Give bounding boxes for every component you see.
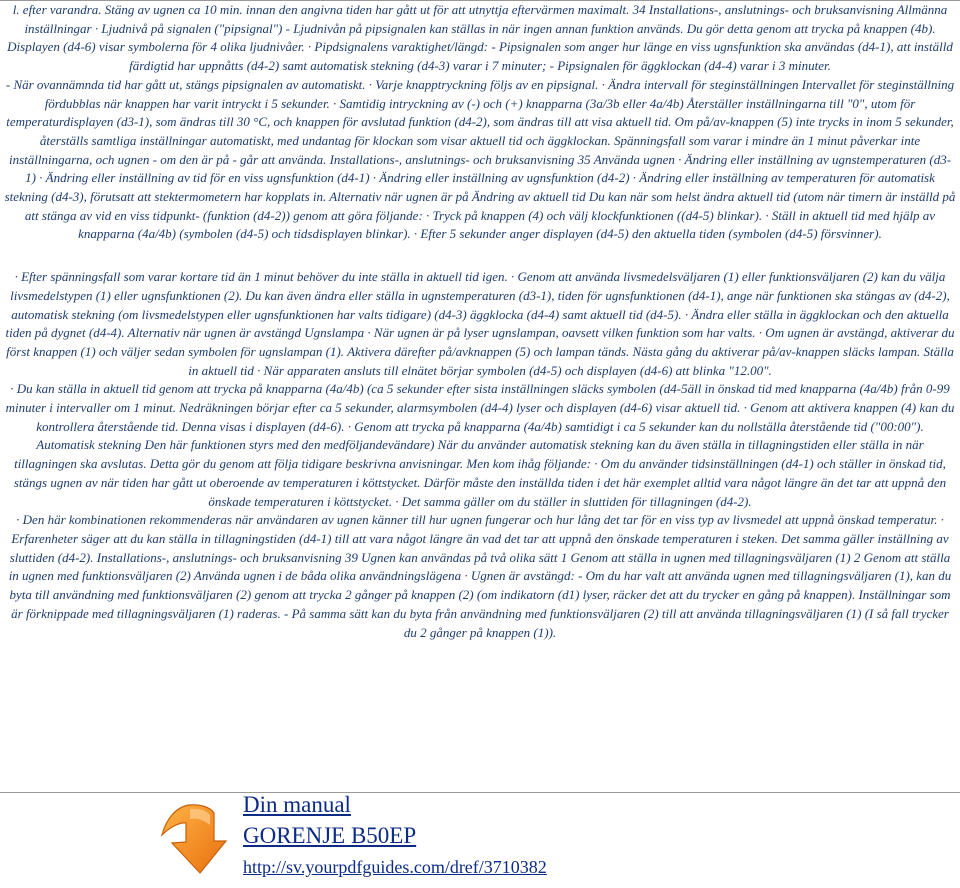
url-link[interactable]: http://sv.yourpdfguides.com/dref/3710382 [243,857,547,877]
manual-paragraph-1: l. efter varandra. Stäng av ugnen ca 10 min. innan den angivna tiden har gått ut för att utnyttja eftervärmen maximalt. 34 Installations-, anslutnings- och bruksanvisning Allmänna inställningar · Ljudnivå på signalen ("pipsignal") - Ljudnivån på pipsignalen kan ställas in när ingen annan funktion används. Du gör detta genom att trycka på knappen (4b). Displayen (d4-6) visar symbolerna för 4 olika ljudnivåer. · Pipdsignalens varaktighet/längd: - Pipsignalen som anger hur länge en viss ugnsfunktion ska användas (d4-1), att inställd färdigtid har uppnåtts (d4-2) samt automatisk stekning (d4-3) varar i 7 minuter; - Pipsignalen för äggklockan (d4-4) varar i 3 minuter. [7,2,953,74]
product-link[interactable]: GORENJE B50EP [243,823,417,848]
manual-link[interactable]: Din manual [243,792,351,817]
footer [0,793,960,888]
manual-paragraph-2: - När ovannämnda tid har gått ut, stängs pipsignalen av automatiskt. · Varje knapptryckning följs av en pipsignal. · Ändra intervall för steginställningen Intervallet för steginställning fördubblas när knappen har varit intryckt i 5 sekunder. · Samtidig intryckning av (-) och (+) knapparna (3a/3b eller 4a/4b) Återställer inställningarna till "0", utom för temperaturdisplayen (d3-1), som ändras till 30 °C, och knappen för avslutad funktion (d4-2), som ändras till att visa aktuell tid. Om på/av-knappen (5) inte trycks in inom 5 sekunder, återställs samtliga inställningar automatiskt, med undantag för klockan som visar aktuell tid och äggklockan. Spänningsfall som varar i mindre än 1 minut påverkar inte inställningarna, och ugnen - om den är på - går att använda. Installations-, anslutnings- och bruksanvisning 35 Använda ugnen · Ändring eller inställning av ugnstemperaturen (d3-1) · Ändring eller inställning av tid för en viss ugnsfunktion (d4-1) · Ändring eller inställning av ugnsfunktion (d4-2) · Ändring eller inställning av temperaturen för automatisk stekning (d4-3), förutsatt att stektermometern har kopplats in. Alternativ när ugnen är på Ändring av aktuell tid Du kan när som helst ändra aktuell tid (utom när timern är inställd på att stänga av vid en viss tidpunkt- (funktion (d4-2)) genom att göra följande: · Tryck på knappen (4) och välj klockfunktionen ((d4-5) blinkar). · Ställ in aktuell tid med hjälp av knapparna (4a/4b) (symbolen (d4-5) och tidsdisplayen blinkar). · Efter 5 sekunder anger displayen (d4-5) den aktuella tiden (symbolen (d4-5) försvinner). [4,76,956,242]
paragraph-spacer [4,244,956,268]
manual-paragraph-5: Automatisk stekning Den här funktionen styrs med den medföljandevändare) När du använder automatisk stekning kan du även ställa in tillagningstiden eller ställa in när tillagningen ska avslutas. Detta gör du genom att följa tidigare beskrivna anvisningar. Men kom ihåg följande: · Om du använder tidsinställningen (d4-1) och ställer in önskad tid, stängs ugnen av när tiden har gått ut oberoende av temperaturen i köttstycket. Därför måste den inställda tiden i det här exemplet alltid vara något längre än det tar att uppnå den önskade temperaturen i köttstycket. · Det samma gäller om du ställer in sluttiden för tillagningen (d4-2). [13,437,947,509]
orange-download-arrow-icon [156,801,232,879]
footer-links [243,793,547,878]
manual-paragraph-6: · Den här kombinationen rekommenderas när användaren av ugnen känner till hur ugnen fungerar och hur lång det tar för en viss typ av livsmedel att uppnå önskad temperatur. · Erfarenheter säger att du kan ställa in tillagningstiden (d4-1) till att vara något längre än vad det tar att uppnå den önskade temperaturen i steken. Det samma gäller inställning av sluttiden (d4-2). Installations-, anslutnings- och bruksanvisning 39 Ugnen kan användas på två olika sätt 1 Genom att ställa in ugnen med tillagningsväljaren (1) 2 Genom att ställa in ugnen med funktionsväljaren (2) Använda ugnen i de båda olika användningslägena · Ugnen är avstängd: - Om du har valt att använda ugnen med tillagningsväljaren (1), kan du byta till användning med funktionsväljaren (2) genom att trycka 2 gånger på knappen (2) (om indikatorn (d1) lyser, räcker det att du trycker en gång på knappen). Inställningar som är förknippade med tillagningsväljaren (1) raderas. - På samma sätt kan du byta från användning med funktionsväljaren (2) till att använda tillagningsväljaren (1) (I så fall trycker du 2 gånger på knappen (1)). [8,512,952,640]
manual-paragraph-4: · Du kan ställa in aktuell tid genom att trycka på knapparna (4a/4b) (ca 5 sekunder efter sista inställningen släcks symbolen (d4-5äll in önskad tid med knapparna (4a/4b) från 0-99 minuter i intervaller om 1 minut. Nedräkningen börjar efter ca 5 sekunder, alarmsymbolen (d4-4) lyser och displayen (d4-6) visar aktuell tid. · Genom att aktivera knappen (4) kan du kontrollera återstående tid. Denna visas i displayen (d4-6). · Genom att trycka på knapparna (4a/4b) samtidigt i ca 5 sekunder kan du nollställa återstående tid ("00:00"). [5,381,955,434]
manual-paragraph-3: · Efter spänningsfall som varar kortare tid än 1 minut behöver du inte ställa in aktuell tid igen. · Genom att använda livsmedelsväljaren (1) eller funktionsväljaren (2) kan du välja livsmedelstypen (1) eller ugnsfunktionen (2). Du kan även ändra eller ställa in ugnstemperaturen (d3-1), tiden för ugnsfunktionen (d4-1), ange när funktionen ska stängas av (d4-2), automatisk stekning (om livsmedelstypen eller ugnsfunktionen har valts tidigare) (d4-3) äggklocka (d4-4) samt aktuell tid (d4-5). · Ändra eller ställa in äggklockan och den aktuella tiden på dygnet (d4-4). Alternativ när ugnen är avstängd Ugnslampa · När ugnen är på lyser ugnslampan, oavsett vilken funktion som har valts. · Om ugnen är avstängd, aktiverar du först knappen (1) och väljer sedan symbolen för ugnslampan (1). Aktivera därefter på/avknappen (5) och lampan tänds. Nästa gång du aktiverar på/av-knappen släcks lampan. Ställa in aktuell tid · När apparaten ansluts till elnätet börjar symbolen (d4-5) och displayen (d4-6) att blinka "12.00". [5,269,955,378]
